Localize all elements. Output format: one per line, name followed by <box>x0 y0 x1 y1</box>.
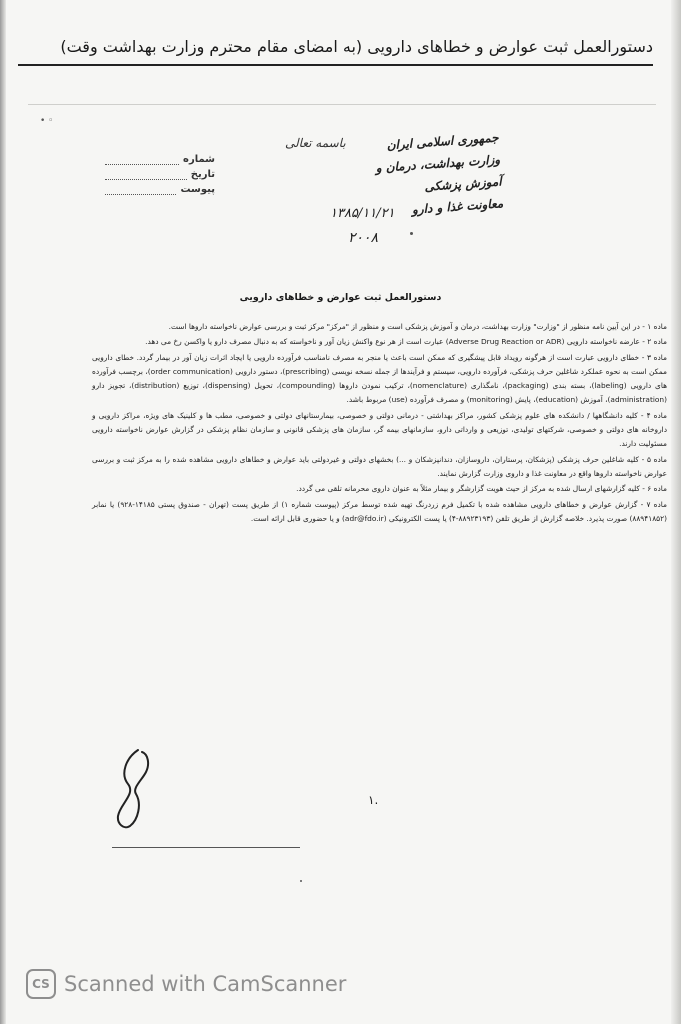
scan-speck <box>300 880 302 882</box>
reference-block <box>105 150 215 195</box>
document-heading: دستورالعمل ثبت عوارض و خطاهای دارویی (به امضای مقام محترم وزارت بهداشت وقت) <box>18 36 653 66</box>
scan-speck <box>410 232 413 235</box>
letterhead-line1: جمهوری اسلامی ایران <box>386 130 499 153</box>
camscanner-logo-text: CS <box>32 977 50 991</box>
article-1: ماده ۱ - در این آیین نامه منظور از "وزارت" وزارت بهداشت، درمان و آموزش پزشکی است و منظور از "مرکز" مرکز ثبت و بررسی عوارض ناخواسته داروها است. <box>168 322 667 331</box>
ref-line <box>105 170 187 180</box>
ref-row-number <box>105 150 215 165</box>
articles-body <box>92 320 667 527</box>
article-7: ماده ۷ - گزارش عوارض و خطاهای دارویی مشاهده شده با تکمیل فرم زردرنگ تهیه شده توسط مرکز (پیوست شماره ۱) از طریق پست (تهران - صندوق پستی ۱۴۱۸۵-۹۲۸) یا نمابر (۸۸۹۴۱۸۵۲) صورت پذیرد. خلاصه گزارش از طریق تلفن (۸۸۹۲۳۱۹۳-۴) یا پست الکترونیکی (adr@fdo.ir) و یا حضوری قابل ارائه است. <box>92 499 667 523</box>
letterhead-line2: وزارت بهداشت، درمان و آموزش پزشکی <box>375 152 503 194</box>
page-edge-right <box>671 0 681 1024</box>
ref-line <box>105 155 179 165</box>
bottom-rule <box>112 847 300 848</box>
handwritten-number: ۲۰۰۸ <box>348 230 379 246</box>
camscanner-watermark <box>26 969 346 999</box>
ref-label-number: شماره <box>183 154 215 165</box>
corner-mark: • ◦ <box>40 116 54 126</box>
ref-row-attachment <box>105 180 215 195</box>
letterhead-line3: معاونت غذا و دارو <box>411 196 504 217</box>
page-number: ۱. <box>368 793 379 807</box>
article-2: ماده ۲ - عارضه ناخواسته دارویی (Adverse Drug Reaction or ADR) عبارت است از هر نوع واکنش زیان آور و ناخواسته که به دنبال مصرف دارو یا واکسن رخ می دهد. <box>145 337 667 347</box>
document-title: دستورالعمل ثبت عوارض و خطاهای دارویی <box>239 292 442 303</box>
handwritten-signature <box>108 744 168 838</box>
ref-row-date <box>105 165 215 180</box>
ref-label-attachment: پیوست <box>180 184 215 195</box>
camscanner-logo-icon <box>26 969 56 999</box>
handwritten-date: ۱۳۸۵/۱۱/۲۱ <box>330 206 395 221</box>
page-edge-shadow <box>0 0 6 1024</box>
article-4: ماده ۴ - کلیه دانشگاهها / دانشکده های علوم پزشکی کشور، مراکز بهداشتی - درمانی دولتی و خصوصی، بیمارستانهای دولتی و خصوصی، مطب ها و کلینیک های ویژه، مراکز دارویی و داروخانه های دولتی و خصوصی، شرکتهای تولیدی، توزیعی و وارداتی دارو، سازمانهای بیمه گر، سازمان های پزشکی قانونی و سازمان نظام پزشکی در گزارش عوارض ناخواسته دارویی مسئولیت دارند. <box>92 410 667 449</box>
ref-line <box>105 185 176 195</box>
ref-label-date: تاریخ <box>190 169 215 180</box>
article-5: ماده ۵ - کلیه شاغلین حرف پزشکی (پزشکان، پرستاران، داروسازان، دندانپزشکان و ...) بخشهای دولتی و غیردولتی باید عوارض و خطاهای دارویی مشاهده شده را به مرکز ثبت و بررسی عوارض ناخواسته داروها واقع در معاونت غذا و داروی وزارت گزارش نمایند. <box>92 454 667 478</box>
bismillah: باسمه تعالی <box>285 136 346 150</box>
article-6: ماده ۶ - کلیه گزارشهای ارسال شده به مرکز از حیث هویت گزارشگر و بیمار مثلاً به عنوان داروی محرمانه تلقی می گردد. <box>296 484 667 494</box>
article-3: ماده ۳ - خطای دارویی عبارت است از هرگونه رویداد قابل پیشگیری که ممکن است باعث یا منجر به مصرف نامناسب فرآورده دارویی یا ایجاد اثرات زیان آور در بیمار گردد. خطای دارویی ممکن است به نحوه عملکرد شاغلین حرف پزشکی، فرآورده دارویی، سیستم و فرآیندها از جمله نسخه نویسی (prescribing)، دستور دارویی (order communication)، برچسب فرآورده های دارویی (labeling)، بسته بندی (packaging)، نامگذاری (nomenclature)، ترکیب نمودن داروها (compounding)، تحویل (dispensing)، توزیع (distribution)، تجویز دارو (administration)، آموزش (education)، پایش (monitoring) و مصرف فرآورده (use) مربوط باشد. <box>92 352 667 405</box>
watermark-text: Scanned with CamScanner <box>64 972 347 996</box>
